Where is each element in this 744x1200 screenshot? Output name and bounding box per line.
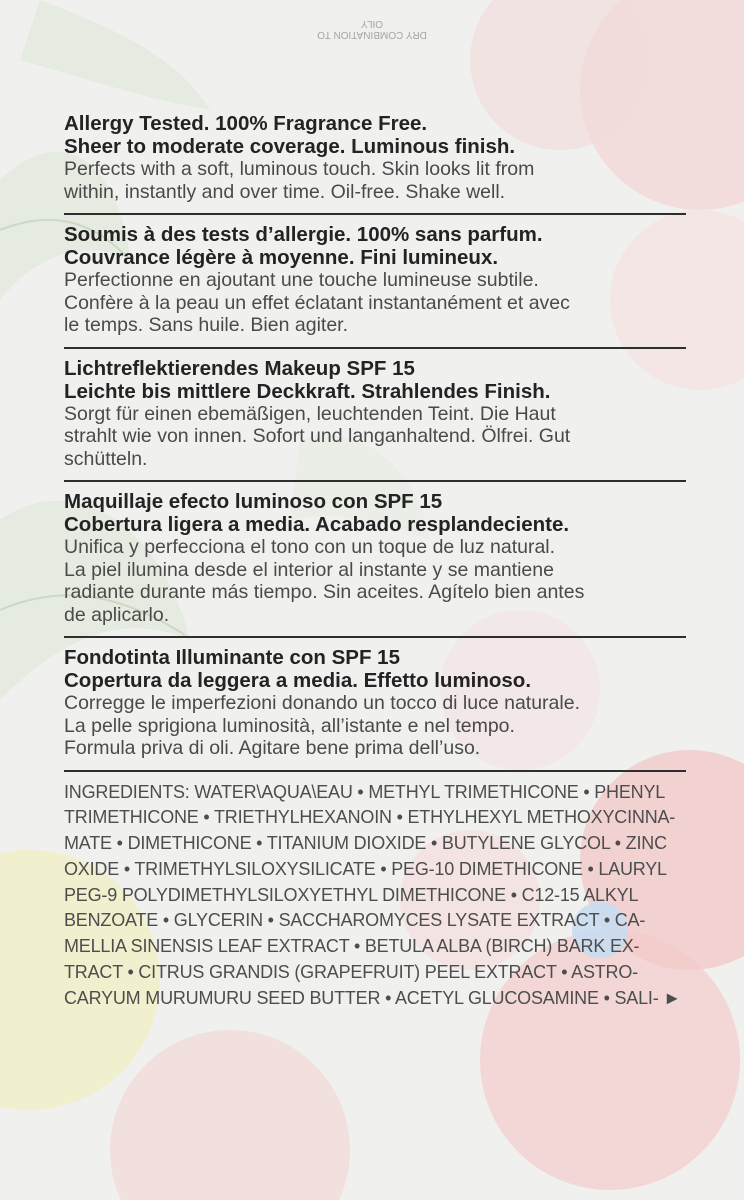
ingredients-line: CARYUM MURUMURU SEED BUTTER • ACETYL GLUCOSAMINE • SALI- ► [64, 987, 681, 1008]
section-body-line: La piel ilumina desde el interior al instante y se mantiene [64, 558, 554, 581]
upside-down-label [20, 0, 724, 40]
section-body-line: La pelle sprigiona luminosità, all’istante e nel tempo. [64, 714, 515, 737]
section-body-line: de aplicarlo. [64, 603, 170, 626]
section-body-line: Confère à la peau un effet éclatant instantanément et avec [64, 291, 570, 314]
top-strip-line: DRY COMBINATION TO [317, 29, 427, 40]
section-spanish [64, 490, 684, 626]
ingredients-list [64, 780, 684, 1012]
section-heading: Allergy Tested. 100% Fragrance Free. [64, 112, 428, 135]
ingredients-line: OXIDE • TRIMETHYLSILOXYSILICATE • PEG-10 DIMETHICONE • LAURYL [64, 858, 667, 879]
section-heading: Soumis à des tests d’allergie. 100% sans parfum. [64, 223, 543, 246]
section-german [64, 357, 684, 471]
section-body-line: Sorgt für einen ebemäßigen, leuchtenden Teint. Die Haut [64, 402, 556, 425]
section-body-line: strahlt wie von innen. Sofort und langanhaltend. Ölfrei. Gut [64, 425, 571, 447]
section-heading: Lichtreflektierendes Makeup SPF 15 [64, 356, 415, 380]
section-french [64, 223, 684, 337]
section-body-line: le temps. Sans huile. Bien agiter. [64, 314, 348, 336]
section-subheading: Sheer to moderate coverage. Luminous finish. [64, 135, 516, 158]
section-body-line: Perfectionne en ajoutant une touche lumineuse subtile. [64, 269, 539, 291]
section-body-line: Corregge le imperfezioni donando un tocco di luce naturale. [64, 692, 580, 714]
section-body-line: schütteln. [64, 447, 148, 470]
section-divider [64, 770, 686, 772]
ingredients-line: MATE • DIMETHICONE • TITANIUM DIOXIDE • BUTYLENE GLYCOL • ZINC [64, 833, 667, 854]
ingredients-line: BENZOATE • GLYCERIN • SACCHAROMYCES LYSATE EXTRACT • CA- [64, 910, 646, 931]
section-body-line: within, instantly and over time. Oil-free. Shake well. [64, 180, 506, 203]
ingredients-line: TRIMETHICONE • TRIETHYLHEXANOIN • ETHYLHEXYL METHOXYCINNA- [64, 807, 676, 828]
section-heading: Fondotinta Illuminante con SPF 15 [64, 646, 400, 669]
section-body-line: Unifica y perfecciona el tono con un toque de luz natural. [64, 536, 556, 558]
top-strip-line: OILY [360, 18, 384, 29]
section-subheading: Cobertura ligera a media. Acabado resplandeciente. [64, 513, 570, 536]
section-subheading: Copertura da leggera a media. Effetto luminoso. [64, 669, 532, 692]
section-heading: Maquillaje efecto luminoso con SPF 15 [64, 490, 443, 513]
section-italian [64, 646, 684, 760]
ingredients-line: TRACT • CITRUS GRANDIS (GRAPEFRUIT) PEEL EXTRACT • ASTRO- [64, 962, 638, 983]
ingredients-line: INGREDIENTS: WATER\AQUA\EAU • METHYL TRIMETHICONE • PHENYL [64, 781, 666, 802]
section-subheading: Couvrance légère à moyenne. Fini lumineux. [64, 246, 499, 269]
section-body-line: radiante durante más tiempo. Sin aceites. Agítelo bien antes [64, 581, 585, 603]
section-divider [64, 213, 686, 215]
ingredients-line: PEG-9 POLYDIMETHYLSILOXYETHYL DIMETHICONE • C12-15 ALKYL [64, 884, 639, 905]
section-subheading: Leichte bis mittlere Deckkraft. Strahlendes Finish. [64, 379, 551, 403]
section-body-line: Perfects with a soft, luminous touch. Skin looks lit from [64, 158, 535, 180]
section-english [64, 112, 684, 203]
section-body-line: Formula priva di oli. Agitare bene prima dell’uso. [64, 737, 481, 759]
section-divider [64, 347, 686, 349]
ingredients-line: MELLIA SINENSIS LEAF EXTRACT • BETULA ALBA (BIRCH) BARK EX- [64, 936, 640, 957]
section-divider [64, 480, 686, 482]
section-divider [64, 636, 686, 638]
product-text-panel [64, 112, 684, 1012]
